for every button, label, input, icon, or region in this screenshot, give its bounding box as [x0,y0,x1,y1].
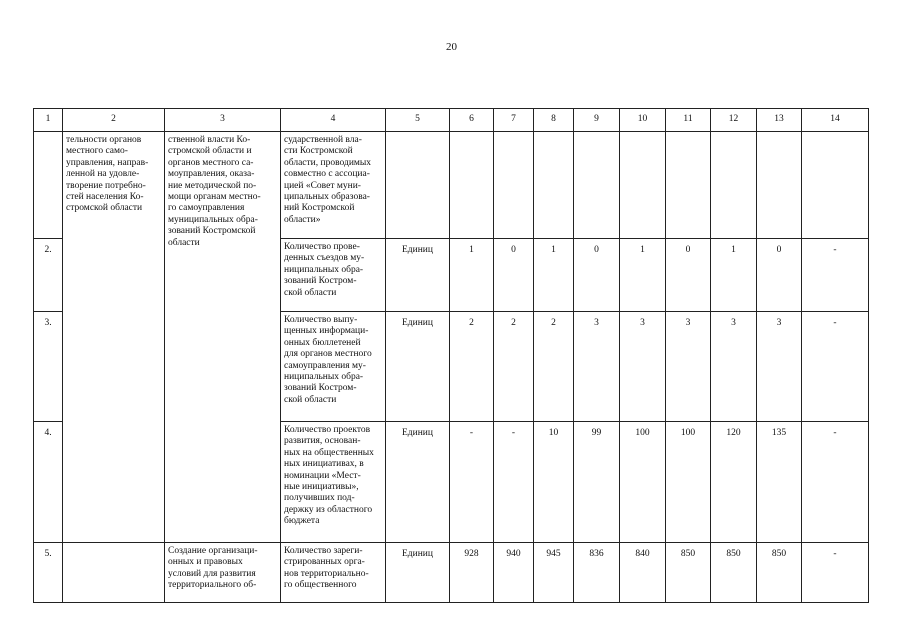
header-cell: 9 [574,109,620,132]
text-line: стей населения Ко- [66,192,144,203]
text-line: ний Костромской [284,203,355,214]
value-cell: 100 [620,422,666,543]
text-line: зований Костромской [168,226,256,237]
value-cell: - [802,543,869,603]
text-line: Количество выпу- [284,315,358,325]
text-line: стрированных орга- [284,557,365,568]
text-line: зований Костром- [284,383,357,394]
table-row [34,132,869,239]
value-cell: 135 [757,422,802,543]
header-cell: 7 [494,109,534,132]
value-cell: 0 [666,239,711,312]
value-cell [450,132,494,239]
text-line: Количество проектов [284,425,371,435]
text-line: совместно с ассоциа- [284,169,370,180]
value-cell: 3 [666,312,711,422]
text-line: тельности органов [66,135,142,145]
value-cell: - [802,239,869,312]
value-cell [494,132,534,239]
value-cell: 850 [757,543,802,603]
text-line: органов местного са- [168,157,254,168]
text-line: мощи органам местно- [168,192,261,203]
row-number-cell [34,132,63,239]
value-cell: 100 [666,422,711,543]
text-line: сти Костромской [284,146,353,157]
activity-cell [63,132,165,543]
unit-cell: Единиц [386,239,450,312]
text-line: области [168,237,200,248]
text-line: муниципальных обра- [168,214,258,225]
value-cell: 0 [574,239,620,312]
text-line: самоуправления му- [284,360,366,371]
value-cell: - [802,422,869,543]
text-line: ниципальных обра- [284,372,364,383]
value-cell: 840 [620,543,666,603]
value-cell: 945 [534,543,574,603]
value-cell: 3 [620,312,666,422]
header-cell: 8 [534,109,574,132]
header-cell: 13 [757,109,802,132]
header-cell: 14 [802,109,869,132]
value-cell [620,132,666,239]
text-line: ных на общественных [284,447,374,458]
text-line: территориального об- [168,580,257,591]
header-cell: 10 [620,109,666,132]
text-line: ние методической по- [168,180,257,191]
text-line: моуправления, оказа- [168,169,255,180]
value-cell: 0 [494,239,534,312]
value-cell [666,132,711,239]
text-line: условий для развития [168,568,256,579]
text-line: денных съездов му- [284,253,365,264]
text-line: ленной на удовле- [66,169,140,180]
text-line: получивших под- [284,493,355,504]
indicator-cell [281,422,386,543]
value-cell: 1 [620,239,666,312]
text-line: го самоуправления [168,203,245,214]
text-line: бюджета [284,516,320,527]
text-line: творение потребно- [66,180,146,191]
indicator-cell [281,543,386,603]
text-line: управления, направ- [66,157,149,168]
measure-cell [165,132,281,543]
value-cell: 2 [494,312,534,422]
header-cell: 11 [666,109,711,132]
page-number: 20 [446,41,457,53]
value-cell [711,132,757,239]
text-line: местного само- [66,146,128,157]
value-cell [574,132,620,239]
table-row [34,543,869,603]
row-number-cell: 5. [34,543,63,603]
text-line: ных инициативах, в [284,459,364,470]
value-cell [802,132,869,239]
text-line: ской области [284,394,337,405]
value-cell: 3 [574,312,620,422]
unit-cell: Единиц [386,312,450,422]
text-line: ственной власти Ко- [168,135,251,145]
row-number-cell: 3. [34,312,63,422]
text-line: области» [284,214,321,225]
value-cell: 3 [757,312,802,422]
text-line: зований Костром- [284,276,357,287]
value-cell [534,132,574,239]
header-cell: 3 [165,109,281,132]
value-cell: 120 [711,422,757,543]
value-cell: 850 [711,543,757,603]
text-line: ципальных образова- [284,192,370,203]
value-cell: 940 [494,543,534,603]
row-number-cell: 4. [34,422,63,543]
header-cell: 1 [34,109,63,132]
indicator-cell [281,239,386,312]
value-cell [757,132,802,239]
header-cell: 5 [386,109,450,132]
activity-cell [63,543,165,603]
value-cell: 836 [574,543,620,603]
unit-cell: Единиц [386,422,450,543]
value-cell: 1 [711,239,757,312]
indicator-cell [281,312,386,422]
text-line: области, проводимых [284,157,372,168]
value-cell: - [802,312,869,422]
header-cell: 4 [281,109,386,132]
value-cell: 1 [450,239,494,312]
value-cell: 3 [711,312,757,422]
value-cell: 2 [534,312,574,422]
text-line: онных и правовых [168,557,243,568]
text-line: онных бюллетеней [284,337,361,348]
header-cell: 12 [711,109,757,132]
row-number-cell: 2. [34,239,63,312]
value-cell: 10 [534,422,574,543]
text-line: стромской области [66,203,143,214]
value-cell: 2 [450,312,494,422]
text-line: нов территориально- [284,568,369,579]
unit-cell [386,132,450,239]
text-line: Количество прове- [284,242,360,252]
value-cell: 0 [757,239,802,312]
text-line: Создание организаци- [168,546,258,556]
text-line: ниципальных обра- [284,264,364,275]
indicators-table [33,108,869,603]
value-cell: - [494,422,534,543]
text-line: го общественного [284,580,357,591]
text-line: Количество зареги- [284,546,363,556]
header-cell: 6 [450,109,494,132]
header-cell: 2 [63,109,165,132]
text-line: ные инициативы», [284,482,359,493]
value-cell: 850 [666,543,711,603]
text-line: цией «Совет муни- [284,180,361,191]
text-line: держку из областного [284,504,373,515]
table-header-row [34,109,869,132]
indicator-cell [281,132,386,239]
text-line: стромской области и [168,146,252,157]
text-line: номинации «Мест- [284,470,361,481]
value-cell: 1 [534,239,574,312]
text-line: для органов местного [284,349,372,360]
text-line: щенных информаци- [284,326,369,337]
value-cell: 99 [574,422,620,543]
value-cell: - [450,422,494,543]
unit-cell: Единиц [386,543,450,603]
text-line: ской области [284,287,337,298]
text-line: развития, основан- [284,436,361,447]
text-line: сударственной вла- [284,135,362,145]
measure-cell [165,543,281,603]
value-cell: 928 [450,543,494,603]
